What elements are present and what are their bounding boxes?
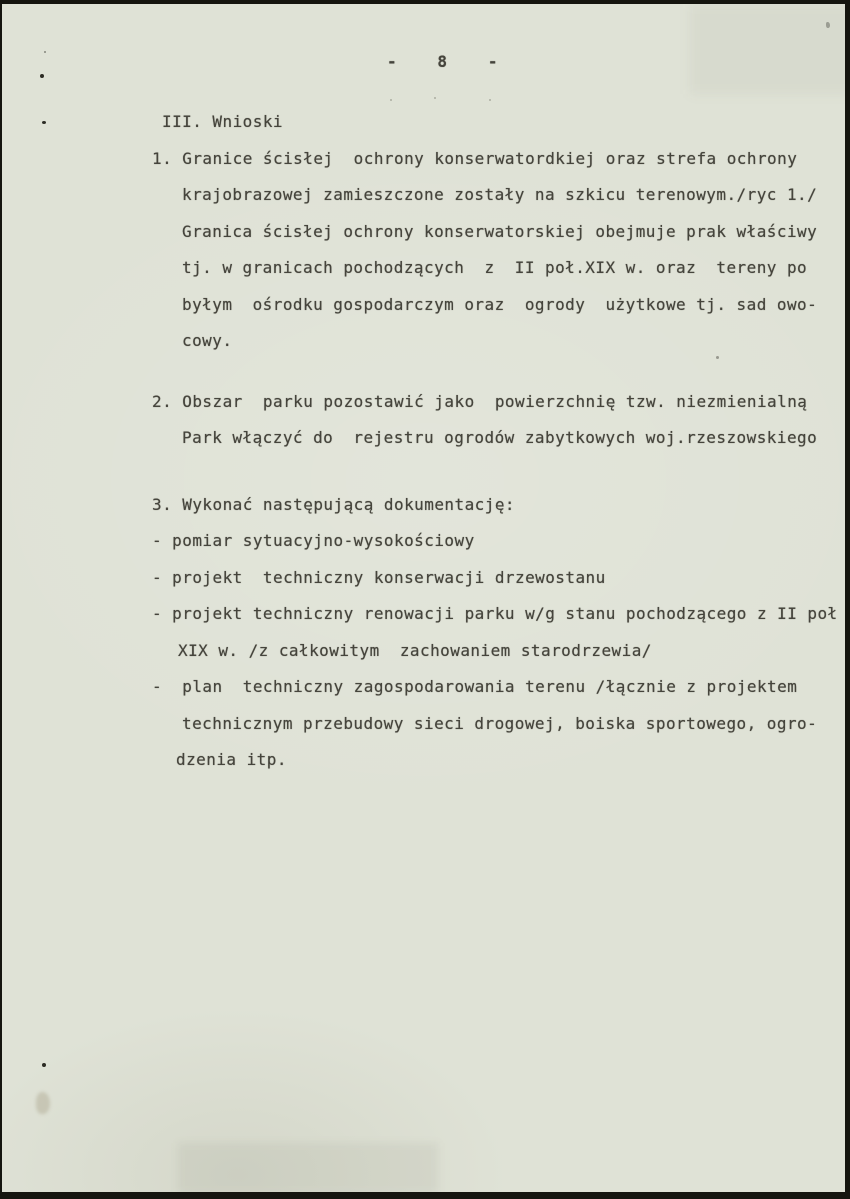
ink-speck [390, 99, 392, 101]
ink-speck [44, 51, 46, 53]
text-line: - pomiar sytuacyjno-wysokościowy [152, 531, 475, 550]
ink-speck [716, 356, 719, 359]
ink-speck [40, 74, 44, 78]
text-line: krajobrazowej zamieszczone zostały na szkicu terenowym./ryc 1./ [182, 185, 818, 204]
text-line: - projekt techniczny konserwacji drzewostanu [152, 567, 606, 587]
text-line: - projekt techniczny renowacji parku w/g stanu pochodzącego z II poł [152, 604, 838, 623]
scan-edge-right [845, 0, 850, 1199]
text-line: technicznym przebudowy sieci drogowej, boiska sportowego, ogro- [182, 713, 818, 733]
text-line: 3. Wykonać następującą dokumentację: [152, 494, 515, 514]
ink-speck [489, 99, 491, 101]
ink-speck [826, 22, 830, 28]
scan-shadow-top [690, 4, 850, 94]
scan-edge-top [0, 0, 850, 4]
text-line: cowy. [182, 331, 233, 350]
text-line: dzenia itp. [176, 750, 287, 769]
ink-speck [434, 97, 436, 99]
ink-speck [42, 121, 46, 124]
page-number: - 8 - [387, 52, 498, 71]
document-lines [152, 141, 850, 779]
scan-edge-bottom [0, 1192, 850, 1199]
scan-shadow-bottom [178, 1143, 438, 1193]
scan-edge-left [0, 0, 2, 1199]
text-line: Park włączyć do rejestru ogrodów zabytkowych woj.rzeszowskiego [182, 428, 818, 447]
text-line: XIX w. /z całkowitym zachowaniem starodrzewia/ [178, 640, 652, 660]
text-line: - plan techniczny zagospodarowania terenu /łącznie z projektem [152, 677, 798, 696]
ink-speck [42, 1063, 46, 1067]
text-line: Granica ścisłej ochrony konserwatorskiej obejmuje prak właściwy [182, 221, 818, 241]
text-line: tj. w granicach pochodzących z II poł.XIX w. oraz tereny po [182, 258, 808, 277]
text-line: 1. Granice ścisłej ochrony konserwatordkiej oraz strefa ochrony [152, 148, 798, 168]
paper-smudge [36, 1092, 50, 1114]
text-line: 2. Obszar parku pozostawić jako powierzchnię tzw. niezmienialną [152, 391, 808, 411]
document-body [152, 104, 850, 779]
text-line: byłym ośrodku gospodarczym oraz ogrody użytkowe tj. sad owo- [182, 294, 818, 314]
section-heading: III. Wnioski [162, 112, 283, 131]
